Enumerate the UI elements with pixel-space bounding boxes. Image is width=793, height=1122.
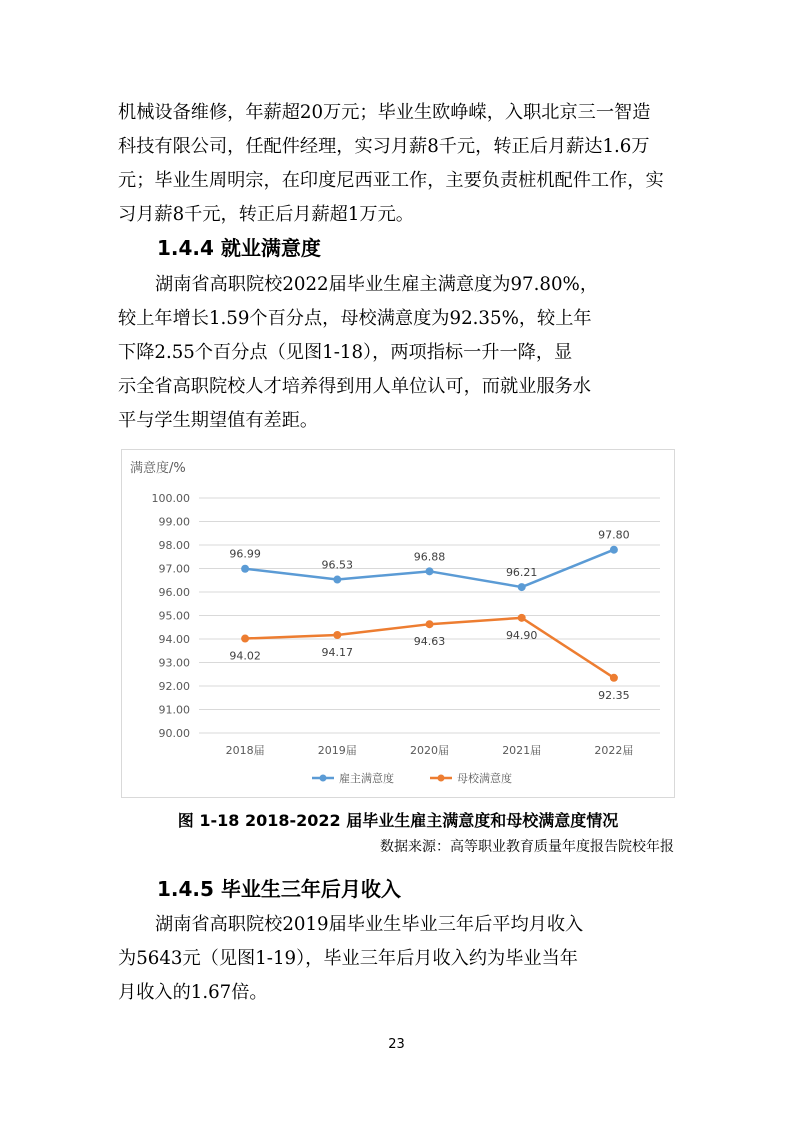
data-point	[518, 583, 526, 591]
data-point	[610, 546, 618, 554]
text-line: 元；毕业生周明宗，在印度尼西亚工作，主要负责桩机配件工作，实	[118, 170, 664, 191]
legend-swatch-marker	[438, 775, 445, 782]
data-label: 97.80	[598, 528, 630, 542]
y-tick-label: 91.00	[158, 703, 190, 717]
data-point	[426, 567, 434, 575]
x-tick-label: 2020届	[410, 744, 449, 757]
text-line: 为5643元（见图1-19），毕业三年后月收入约为毕业当年	[118, 948, 578, 969]
data-point	[426, 620, 434, 628]
text-line: 机械设备维修，年薪超20万元；毕业生欧峥嵘，入职北京三一智造	[118, 102, 651, 123]
y-tick-label: 96.00	[158, 586, 190, 599]
data-point	[333, 576, 341, 584]
x-tick-label: 2021届	[502, 744, 542, 757]
data-label: 96.99	[229, 547, 261, 561]
intro-paragraph	[118, 96, 680, 232]
data-point	[518, 614, 526, 622]
satisfaction-chart	[121, 449, 675, 798]
income-paragraph	[118, 908, 680, 1010]
figure-caption: 图 1-18 2018-2022 届毕业生雇主满意度和母校满意度情况	[177, 811, 619, 830]
y-tick-label: 93.00	[158, 656, 190, 670]
x-tick-label: 2019届	[317, 744, 357, 757]
section-heading-employment-satisfaction: 1.4.4 就业满意度	[157, 236, 321, 260]
data-label: 94.17	[321, 646, 354, 660]
page-number: 23	[388, 1037, 405, 1052]
y-tick-label: 97.00	[158, 562, 190, 576]
figure-source: 数据来源：高等职业教育质量年度报告院校年报	[380, 839, 674, 855]
y-axis-title: 满意度/%	[130, 461, 186, 476]
y-tick-label: 92.00	[158, 680, 190, 693]
legend-label: 母校满意度	[457, 772, 512, 785]
data-label: 94.90	[505, 628, 538, 642]
text-line: 习月薪8千元，转正后月薪超1万元。	[118, 204, 414, 225]
text-line: 示全省高职院校人才培养得到用人单位认可，而就业服务水	[118, 376, 591, 397]
data-point	[333, 631, 341, 639]
y-tick-label: 94.00	[158, 633, 190, 646]
data-label: 96.53	[321, 558, 354, 572]
data-point	[610, 674, 618, 682]
text-line: 科技有限公司，任配件经理，实习月薪8千元，转正后月薪达1.6万	[118, 136, 650, 157]
section-heading-monthly-income: 1.4.5 毕业生三年后月收入	[157, 877, 401, 901]
y-tick-label: 99.00	[158, 515, 190, 529]
text-line: 平与学生期望值有差距。	[118, 410, 319, 431]
legend-label: 雇主满意度	[339, 772, 394, 785]
y-tick-label: 98.00	[158, 539, 190, 552]
legend-swatch-marker	[320, 775, 327, 782]
data-label: 92.35	[598, 688, 630, 702]
y-tick-label: 90.00	[158, 727, 190, 740]
text-line: 较上年增长1.59个百分点，母校满意度为92.35%，较上年	[118, 308, 592, 329]
text-line: 湖南省高职院校2019届毕业生毕业三年后平均月收入	[155, 914, 584, 935]
data-label: 96.88	[413, 550, 446, 564]
y-tick-label: 100.00	[151, 492, 190, 505]
x-tick-label: 2022届	[594, 744, 634, 757]
data-point	[241, 565, 249, 573]
satisfaction-paragraph	[118, 268, 680, 438]
data-label: 94.63	[413, 635, 446, 649]
x-tick-label: 2018届	[225, 744, 265, 757]
y-tick-label: 95.00	[158, 609, 190, 623]
data-label: 96.21	[505, 566, 538, 580]
data-point	[241, 635, 249, 643]
text-line: 下降2.55个百分点（见图1-18），两项指标一升一降，显	[118, 342, 573, 363]
chart-canvas	[122, 450, 674, 797]
text-line: 月收入的1.67倍。	[118, 982, 268, 1003]
text-line: 湖南省高职院校2022届毕业生雇主满意度为97.80%，	[155, 274, 599, 295]
data-label: 94.02	[229, 649, 261, 663]
